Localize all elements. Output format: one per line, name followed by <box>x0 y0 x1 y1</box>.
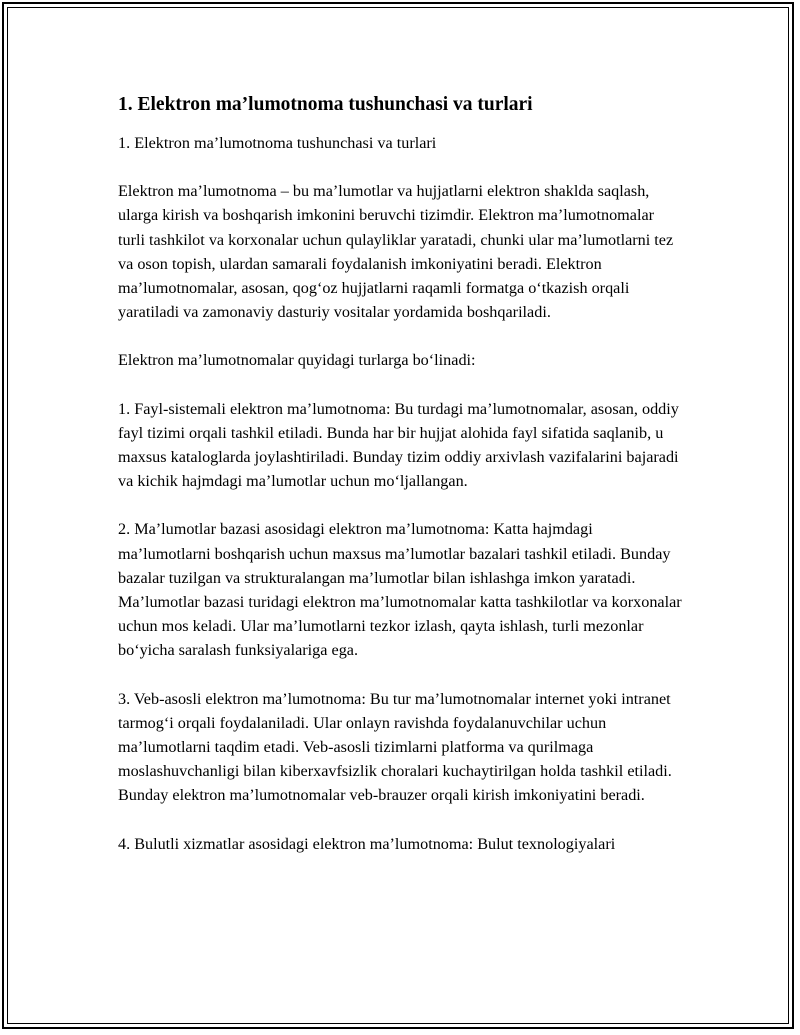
paragraph-type-file-system: 1. Fayl-sistemali elektron ma’lumotnoma: Bu turdagi ma’lumotnomalar, asosan, oddiy fayl tizimi orqali tashkil etiladi. Bunda har bir hujjat alohida fayl sifatida saqlanib, u maxsus kataloglarda joylashtiriladi. Bunday tizim oddiy arxivlash vazifalarini bajaradi va kichik hajmdagi ma’lumotlar uchun mo‘ljallangan. <box>118 399 679 491</box>
paragraph-type-cloud: 4. Bulutli xizmatlar asosidagi elektron ma’lumotnoma: Bulut texnologiyalari <box>118 834 616 853</box>
paragraph-definition: Elektron ma’lumotnoma – bu ma’lumotlar va hujjatlarni elektron shaklda saqlash, ularga kirish va boshqarish imkonini beruvchi tizimdir. Elektron ma’lumotnomalar turli tashkilot va korxonalar uchun qulayliklar yaratadi, chunki ular ma’lumotlarni tez va oson topish, ulardan samarali foydalanish imkoniyatini beradi. Elektron ma’lumotnomalar, asosan, qog‘oz hujjatlarni raqamli formatga o‘tkazish orqali yaratiladi va zamonaviy dasturiy vositalar yordamida boshqariladi. <box>118 182 674 322</box>
paragraph-type-database: 2. Ma’lumotlar bazasi asosidagi elektron ma’lumotnoma: Katta hajmdagi ma’lumotlarni boshqarish uchun maxsus ma’lumotlar bazalari tashkil etiladi. Bunday bazalar tuzilgan va strukturalangan ma’lumotlar bilan ishlashga imkon yaratadi. Ma’lumotlar bazasi turidagi elektron ma’lumotnomalar katta tashkilotlar va korxonalar uchun mos keladi. Ular ma’lumotlarni tezkor izlash, qayta ishlash, turli mezonlar bo‘yicha saralash funksiyalariga ega. <box>118 520 682 660</box>
paragraph-type-web: 3. Veb-asosli elektron ma’lumotnoma: Bu tur ma’lumotnomalar internet yoki intranet tarmog‘i orqali foydalaniladi. Ular onlayn ravishda foydalanuvchilar uchun ma’lumotlarni taqdim etadi. Veb-asosli tizimlarni platforma va qurilmaga moslashuvchanligi bilan kiberxavfsizlik choralari kuchaytirilgan holda tashkil etiladi. Bunday elektron ma’lumotnomalar veb-brauzer orqali kirish imkoniyatini beradi. <box>118 689 672 805</box>
document-body <box>118 92 684 880</box>
paragraph-types-intro: Elektron ma’lumotnomalar quyidagi turlarga bo‘linadi: <box>118 351 476 370</box>
document-heading: 1. Elektron ma’lumotnoma tushunchasi va turlari <box>118 94 533 115</box>
paragraph-subtitle: 1. Elektron ma’lumotnoma tushunchasi va turlari <box>118 134 437 152</box>
